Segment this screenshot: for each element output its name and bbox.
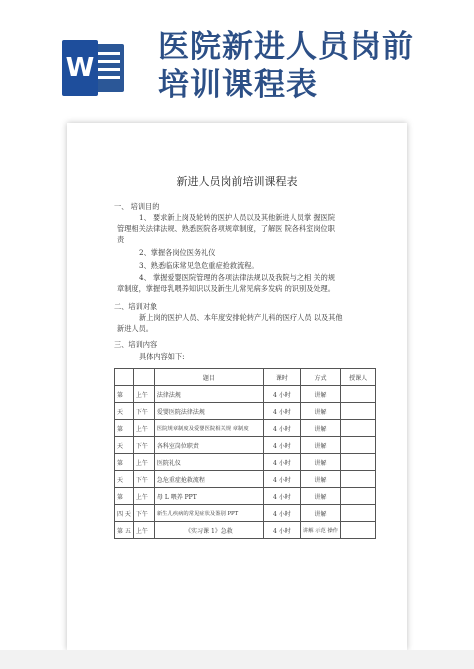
table-cell-hours: 4 小时 xyxy=(263,386,300,403)
table-cell-session: 上午 xyxy=(133,420,154,437)
table-cell-day: 天 xyxy=(115,471,134,488)
header-banner xyxy=(0,0,474,120)
table-cell-method: 讲解 xyxy=(300,386,340,403)
table-cell-method: 讲解 示范 操作 xyxy=(300,522,340,539)
table-cell-session: 下午 xyxy=(133,403,154,420)
table-cell-topic: 爱婴医院法律法规 xyxy=(154,403,263,420)
paragraph-line: 具体内容如下: xyxy=(139,352,185,361)
table-cell-hours: 4 小时 xyxy=(263,505,300,522)
paragraph-line: 章制度，掌握母乳喂养知识以及新生儿常见病多发病 的识别及处理。 xyxy=(117,284,335,293)
paragraph-line: 管理相关法律法规、熟悉医院各项规章制度，了解医 院各科室岗位职 xyxy=(117,224,335,233)
table-cell-day: 第 xyxy=(115,420,134,437)
table-cell-topic: 急危重症抢救流程 xyxy=(154,471,263,488)
table-cell-session: 下午 xyxy=(133,471,154,488)
table-cell-lecturer xyxy=(341,386,376,403)
table-cell-lecturer xyxy=(341,420,376,437)
table-cell-topic: 《实习课 1》急救 xyxy=(154,522,263,539)
word-logo-icon xyxy=(62,40,126,96)
table-header-cell: 授课人 xyxy=(341,369,376,386)
table-cell-hours: 4 小时 xyxy=(263,403,300,420)
paragraph-line: 4、 掌握爱婴医院管理的各项法律法规以及我院与之相 关的规 xyxy=(139,273,336,282)
table-cell-lecturer xyxy=(341,454,376,471)
table-cell-method: 讲解 xyxy=(300,488,340,505)
paragraph-line: 2、掌握各岗位医务礼仪 xyxy=(139,248,216,257)
table-cell-day: 第 xyxy=(115,454,134,471)
table-row xyxy=(115,454,376,471)
document-page xyxy=(67,123,407,650)
table-cell-method: 讲解 xyxy=(300,471,340,488)
table-cell-method: 讲解 xyxy=(300,437,340,454)
table-cell-method: 讲解 xyxy=(300,454,340,471)
table-cell-lecturer xyxy=(341,505,376,522)
table-cell-session: 上午 xyxy=(133,454,154,471)
word-logo-letter: W xyxy=(62,40,98,96)
word-logo-line xyxy=(96,52,120,55)
banner-title-line2: 培训课程表 xyxy=(158,67,318,103)
table-cell-session: 上午 xyxy=(133,488,154,505)
paragraph-line: 责 xyxy=(117,235,125,244)
table-cell-lecturer xyxy=(341,488,376,505)
table-row xyxy=(115,522,376,539)
paragraph-line: 1、 要求新上岗及轮转的医护人员以及其他新进人员掌 握医院 xyxy=(139,213,336,222)
word-logo-line xyxy=(96,76,120,79)
table-cell-topic: 各科室岗位职责 xyxy=(154,437,263,454)
table-cell-topic: 法律法规 xyxy=(154,386,263,403)
table-row xyxy=(115,505,376,522)
table-cell-lecturer xyxy=(341,403,376,420)
table-cell-session: 下午 xyxy=(133,505,154,522)
table-cell-hours: 4 小时 xyxy=(263,488,300,505)
table-cell-session: 下午 xyxy=(133,437,154,454)
paragraph-line: 新上岗的医护人员、本年度安排轮转产儿科的医疗人员 以及其他 xyxy=(139,313,343,322)
table-cell-topic: 医院礼仪 xyxy=(154,454,263,471)
table-cell-lecturer xyxy=(341,471,376,488)
table-cell-lecturer xyxy=(341,522,376,539)
table-cell-lecturer xyxy=(341,437,376,454)
table-row xyxy=(115,488,376,505)
table-cell-session: 上午 xyxy=(133,386,154,403)
paragraph-line: 3、熟悉临床常见急危重症抢救流程。 xyxy=(139,261,259,270)
section-heading-content: 三、培训内容 xyxy=(114,340,158,349)
table-row xyxy=(115,403,376,420)
table-cell-method: 讲解 xyxy=(300,403,340,420)
table-cell-day: 天 xyxy=(115,437,134,454)
table-cell-topic: 新生儿疾病的常见症状及鉴别 PPT xyxy=(154,505,263,522)
word-logo-line xyxy=(96,60,120,63)
banner-title-line1: 医院新进人员岗前 xyxy=(158,29,414,65)
table-header-cell: 题目 xyxy=(154,369,263,386)
footer-strip xyxy=(0,650,474,669)
paragraph-line: 新进人员。 xyxy=(117,324,153,333)
table-cell-hours: 4 小时 xyxy=(263,420,300,437)
word-logo-line xyxy=(96,68,120,71)
table-cell-hours: 4 小时 xyxy=(263,522,300,539)
table-cell-day: 第 xyxy=(115,386,134,403)
table-cell-hours: 4 小时 xyxy=(263,454,300,471)
table-header-cell xyxy=(133,369,154,386)
table-cell-session: 上午 xyxy=(133,522,154,539)
document-title: 新进人员岗前培训课程表 xyxy=(176,175,298,188)
table-cell-topic: 医院规章制度及爱婴医院相关规 章制度 xyxy=(154,420,263,437)
table-header-row xyxy=(115,369,376,386)
table-header-cell: 课时 xyxy=(263,369,300,386)
table-cell-hours: 4 小时 xyxy=(263,437,300,454)
table-header-cell xyxy=(115,369,134,386)
table-cell-day: 第 五 xyxy=(115,522,134,539)
banner-title xyxy=(158,28,468,104)
table-cell-method: 讲解 xyxy=(300,420,340,437)
table-row xyxy=(115,420,376,437)
table-cell-day: 第 xyxy=(115,488,134,505)
table-cell-method: 讲解 xyxy=(300,505,340,522)
table-row xyxy=(115,471,376,488)
table-cell-day: 天 xyxy=(115,403,134,420)
table-cell-topic: 母 L 喂养 PPT xyxy=(154,488,263,505)
table-row xyxy=(115,437,376,454)
table-header-cell: 方式 xyxy=(300,369,340,386)
section-heading-audience: 二、培训对象 xyxy=(114,302,158,311)
schedule-table xyxy=(114,368,376,539)
section-heading-purpose: 一、 培训目的 xyxy=(114,202,160,211)
table-cell-day: 四 天 xyxy=(115,505,134,522)
table-row xyxy=(115,386,376,403)
table-cell-hours: 4 小时 xyxy=(263,471,300,488)
